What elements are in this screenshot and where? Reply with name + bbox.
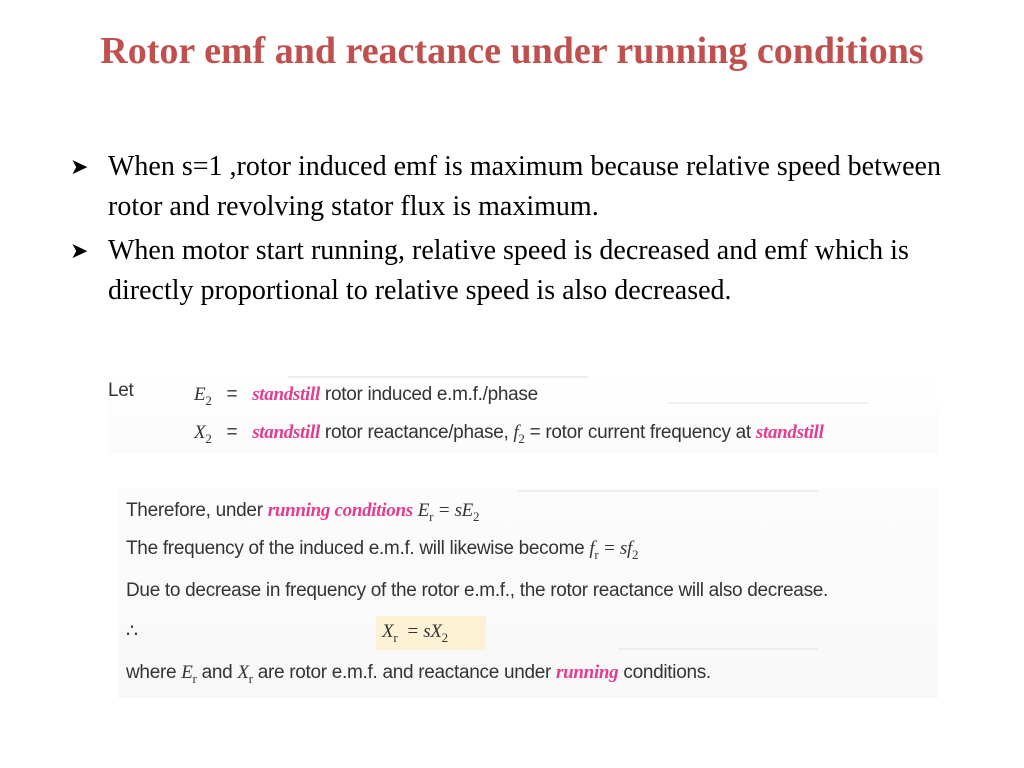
running-emf-line: Therefore, under running conditions $E_r = sE_2$ xyxy=(126,500,480,524)
bullet-text: When motor start running, relative speed is decreased and emf which is directly proportional to relative speed is also decreased. xyxy=(108,235,909,306)
er-equation: $E_r = sE_2$ xyxy=(417,500,480,524)
where-line: where $E_r$ and $X_r$ are rotor e.m.f. and reactance under running conditions. xyxy=(126,662,711,686)
bullet-list xyxy=(70,147,970,315)
x2-symbol: $X_2$ xyxy=(194,422,212,446)
f2-description: = rotor current frequency at xyxy=(529,422,751,443)
e2-symbol: $E_2$ xyxy=(194,384,212,408)
standstill-highlight: standstill xyxy=(755,422,824,443)
standstill-highlight: standstill xyxy=(252,384,320,405)
scanned-definitions xyxy=(108,372,938,454)
reactance-decrease-line: Due to decrease in frequency of the rotor e.m.f., the rotor reactance will also decrease. xyxy=(126,580,829,601)
running-conditions-highlight: running conditions xyxy=(267,500,413,521)
x2-definition: $X_2$ = standstill rotor reactance/phase, $f_2$ = rotor current frequency at standstill xyxy=(194,422,824,446)
xr-equation: $X_r = sX_2$ xyxy=(382,621,448,645)
f2-symbol: $f_2$ xyxy=(513,422,525,446)
frequency-line: The frequency of the induced e.m.f. will likewise become $f_r = sf_2$ xyxy=(126,538,639,562)
bullet-item xyxy=(70,147,970,227)
therefore-symbol: ∴ xyxy=(126,621,138,642)
e2-definition: $E_2$ = standstill rotor induced e.m.f./phase xyxy=(194,384,538,408)
x2-description: rotor reactance/phase, xyxy=(324,422,509,443)
scanned-running-conditions xyxy=(118,488,938,698)
standstill-highlight: standstill xyxy=(252,422,320,443)
fr-equation: $f_r = sf_2$ xyxy=(589,538,639,562)
arrow-bullet-icon: ➤ xyxy=(70,154,89,179)
bullet-item xyxy=(70,231,970,311)
slide-title: Rotor emf and reactance under running conditions xyxy=(100,30,924,72)
e2-description: rotor induced e.m.f./phase xyxy=(324,384,538,405)
let-label: Let xyxy=(108,380,134,401)
bullet-text: When s=1 ,rotor induced emf is maximum because relative speed between rotor and revolving stator flux is maximum. xyxy=(108,151,941,222)
arrow-bullet-icon: ➤ xyxy=(70,238,89,263)
running-highlight: running xyxy=(556,662,619,683)
